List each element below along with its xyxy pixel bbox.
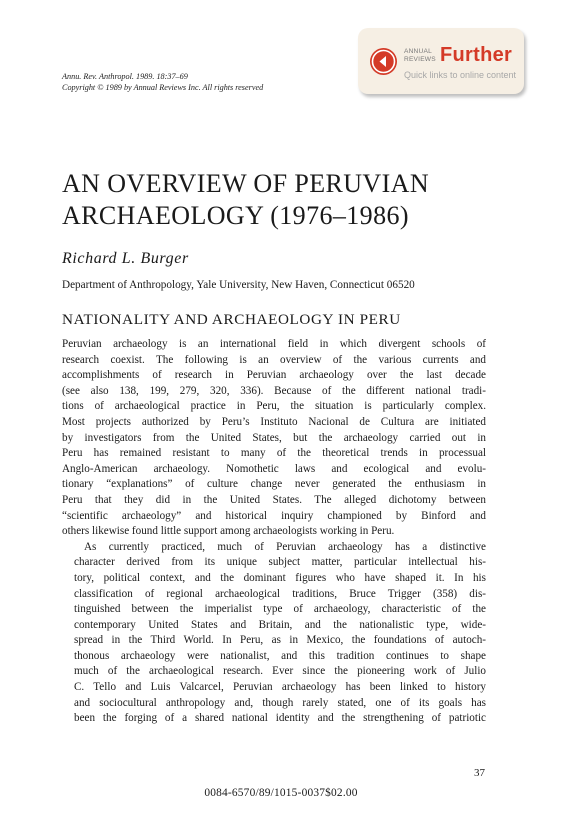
- badge-tagline: Quick links to online content: [404, 70, 517, 80]
- text-line: been the forging of a shared national identity and the strengthening of patriotic: [74, 712, 486, 725]
- text-line: spread in the Third World. In Peru, as in Mexico, the foundations of autoch-: [74, 634, 486, 647]
- text-line: “scientific archaeology” and historical inquiry championed by Binford and: [62, 509, 486, 522]
- text-line: tions of archaeological practice in Peru, the situation is particularly complex.: [62, 400, 486, 413]
- text-line: and sociocultural anthropology and, though rarely stated, one of its goals has: [74, 696, 486, 709]
- text-line: Peru that they did in the United States. The alleged dichotomy between: [62, 493, 486, 506]
- paragraph-2: [62, 540, 486, 727]
- text-line: accomplishments of research in Peruvian archaeology over the last decade: [62, 369, 486, 382]
- text-line: others likewise found little support among archaeologists working in Peru.: [62, 525, 395, 538]
- article-code: 0084-6570/89/1015-0037$02.00: [204, 787, 358, 799]
- text-line: As currently practiced, much of Peruvian archaeology has a distinctive: [84, 540, 486, 553]
- text-line: Peruvian archaeology is an international field in which divergent schools of: [62, 338, 486, 350]
- text-line: tionary “explanations” of culture change never generated the enthusiasm in: [62, 478, 486, 491]
- author-affiliation: Department of Anthropology, Yale University, New Haven, Connecticut 06520: [62, 279, 415, 291]
- further-links-badge[interactable]: [358, 28, 524, 94]
- text-line: classification of regional archaeological traditions, Bruce Trigger (358) dis-: [74, 587, 486, 600]
- text-line: (see also 138, 199, 279, 320, 336). Because of the different national tradi-: [62, 384, 486, 397]
- journal-citation: [62, 72, 263, 93]
- text-line: contemporary United States and Britain, and the nationalistic type, wide-: [74, 618, 486, 631]
- text-line: character derived from its unique subject matter, particular intellectual his-: [74, 556, 486, 569]
- text-line: thonous archaeology were nationalist, and this tradition continues to shape: [74, 649, 486, 662]
- copyright-line: Copyright © 1989 by Annual Reviews Inc. All rights reserved: [62, 82, 264, 92]
- section-heading: NATIONALITY AND ARCHAEOLOGY IN PERU: [62, 311, 401, 328]
- text-line: C. Tello and Luis Valcarcel, Peruvian archaeology has been linked to history: [74, 681, 486, 694]
- text-line: much of the archaeological research. Ever since the pioneering work of Julio: [74, 665, 486, 678]
- text-line: research coexist. The following is an overview of the various currents and: [62, 353, 486, 366]
- text-line: tory, political context, and the dominant figures who have shaped it. In his: [74, 571, 486, 584]
- author-name: Richard L. Burger: [62, 250, 189, 267]
- text-line: tinguished between the imperialist type of archaeology, characteristic of the: [74, 603, 486, 616]
- article-title: [62, 168, 502, 232]
- text-line: Most projects authorized by Peru’s Instituto Nacional de Cultura are initiated: [62, 415, 486, 428]
- title-line-1: AN OVERVIEW OF PERUVIAN: [62, 169, 430, 198]
- citation-line: Annu. Rev. Anthropol. 1989. 18:37–69: [62, 72, 188, 81]
- title-line-2: ARCHAEOLOGY (1976–1986): [62, 201, 409, 230]
- text-line: by investigators from the United States, but the archaeology carried out in: [62, 431, 486, 444]
- page-number: 37: [474, 767, 485, 779]
- paragraph-1: [62, 337, 486, 540]
- further-label: Further: [440, 44, 513, 66]
- text-line: Anglo-American archaeology. Nomothetic laws and ecological and evolu-: [62, 462, 486, 475]
- annual-reviews-logo-text: ANNUAL REVIEWS: [404, 48, 436, 63]
- text-line: Peru has remained resistant to many of the theoretical trends in processual: [62, 447, 486, 460]
- body-text: [62, 337, 486, 727]
- play-arrow-icon: [370, 48, 397, 75]
